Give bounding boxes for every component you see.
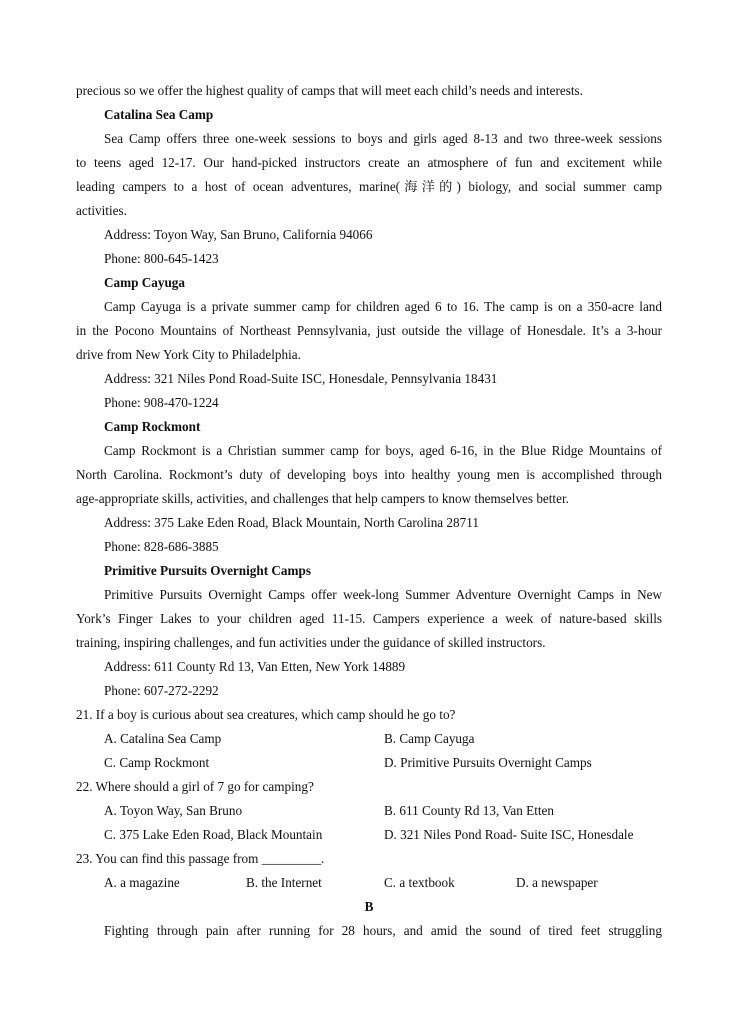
camp-description-line: leading campers to a host of ocean adventures, marine(海洋的) biology, and social summer camp (76, 179, 662, 194)
question-stem: 22. Where should a girl of 7 go for camping? (76, 779, 314, 794)
camp-address: Address: 321 Niles Pond Road-Suite ISC, Honesdale, Pennsylvania 18431 (104, 371, 498, 386)
answer-option: C. a textbook (384, 875, 455, 890)
camp-address: Address: 375 Lake Eden Road, Black Mountain, North Carolina 28711 (104, 515, 479, 530)
answer-option: D. Primitive Pursuits Overnight Camps (384, 755, 592, 770)
camp-description-line: Camp Cayuga is a private summer camp for children aged 6 to 16. The camp is on a 350-acre land (104, 299, 662, 314)
camp-title: Catalina Sea Camp (104, 107, 214, 122)
answer-option: B. 611 County Rd 13, Van Etten (384, 803, 554, 818)
answer-option: C. 375 Lake Eden Road, Black Mountain (104, 827, 323, 842)
camp-title: Primitive Pursuits Overnight Camps (104, 563, 311, 578)
answer-option: B. the Internet (246, 875, 322, 890)
camp-description-line: in the Pocono Mountains of Northeast Pennsylvania, just outside the village of Honesdale. It’s a 3-hour (76, 323, 662, 338)
camp-description-line: drive from New York City to Philadelphia. (76, 347, 301, 362)
option-row (76, 751, 662, 775)
camp-description-line: training, inspiring challenges, and fun activities under the guidance of skilled instructors. (76, 635, 546, 650)
intro-text: precious so we offer the highest quality of camps that will meet each child’s needs and interests. (76, 83, 583, 98)
answer-option: D. a newspaper (516, 875, 598, 890)
camp-phone: Phone: 828-686-3885 (104, 539, 219, 554)
camp-title: Camp Rockmont (104, 419, 201, 434)
camp-title: Camp Cayuga (104, 275, 185, 290)
camp-phone: Phone: 607-272-2292 (104, 683, 219, 698)
answer-option: A. Catalina Sea Camp (104, 731, 222, 746)
answer-option: B. Camp Cayuga (384, 731, 475, 746)
question-stem: 21. If a boy is curious about sea creatures, which camp should he go to? (76, 707, 456, 722)
answer-option: A. Toyon Way, San Bruno (104, 803, 243, 818)
document-page (76, 79, 662, 943)
camp-description-line: activities. (76, 203, 127, 218)
camp-description-line: Primitive Pursuits Overnight Camps offer week-long Summer Adventure Overnight Camps in New (104, 587, 662, 602)
camp-description-line: North Carolina. Rockmont’s duty of developing boys into healthy young men is accomplished through (76, 467, 662, 482)
camp-description-line: York’s Finger Lakes to your children aged 11-15. Campers experience a week of nature-based skills (76, 611, 662, 626)
camp-address: Address: Toyon Way, San Bruno, California 94066 (104, 227, 373, 242)
camp-phone: Phone: 800-645-1423 (104, 251, 219, 266)
camp-address: Address: 611 County Rd 13, Van Etten, New York 14889 (104, 659, 406, 674)
camp-phone: Phone: 908-470-1224 (104, 395, 219, 410)
option-row (76, 823, 662, 847)
camp-description-line: age-appropriate skills, activities, and challenges that help campers to know themselves better. (76, 491, 569, 506)
camp-description-line: Camp Rockmont is a Christian summer camp for boys, aged 6-16, in the Blue Ridge Mountains of (104, 443, 662, 458)
answer-option: C. Camp Rockmont (104, 755, 210, 770)
question-stem: 23. You can find this passage from _________. (76, 851, 325, 866)
camp-description-line: Sea Camp offers three one-week sessions to boys and girls aged 8-13 and two three-week sessions (104, 131, 662, 146)
answer-option: A. a magazine (104, 875, 180, 890)
camp-description-line: to teens aged 12-17. Our hand-picked instructors create an atmosphere of fun and excitement while (76, 155, 662, 170)
section-heading: B (364, 899, 374, 914)
option-row (76, 799, 662, 823)
passage-line: Fighting through pain after running for 28 hours, and amid the sound of tired feet struggling (104, 923, 662, 938)
option-row (76, 871, 662, 895)
option-row (76, 727, 662, 751)
answer-option: D. 321 Niles Pond Road- Suite ISC, Honesdale (384, 827, 634, 842)
